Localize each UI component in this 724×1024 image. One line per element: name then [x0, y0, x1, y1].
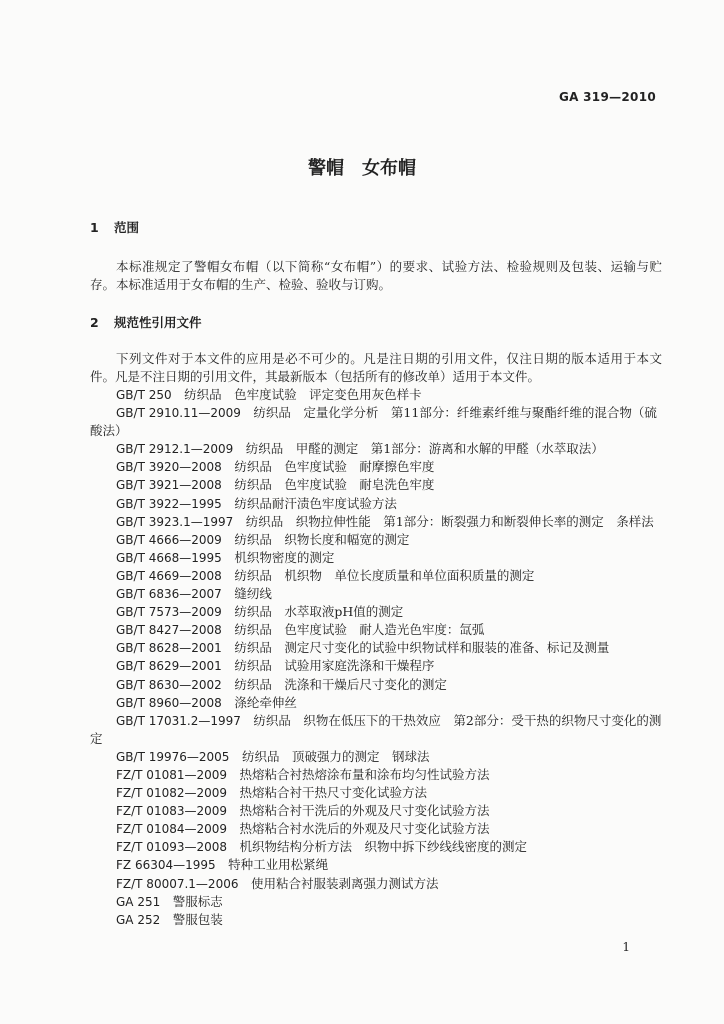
section-1-heading [90, 218, 139, 236]
reference-code: FZ 66304—1995 [116, 858, 216, 873]
reference-title: 警服包装 [172, 911, 223, 927]
reference-item [90, 856, 662, 874]
reference-item [90, 513, 662, 531]
reference-code: GB/T 3921—2008 [116, 478, 222, 493]
reference-title: 特种工业用松紧绳 [228, 857, 329, 873]
reference-item [90, 694, 662, 712]
reference-title: 缝纫线 [234, 586, 272, 602]
reference-item [90, 404, 662, 440]
section-2-heading [90, 313, 202, 331]
reference-code: GB/T 2910.11—2009 [116, 406, 241, 421]
reference-code: GB/T 19976—2005 [116, 749, 230, 764]
scope-paragraph-2: 本标准适用于女布帽的生产、检验、验收与订购。 [116, 277, 392, 292]
reference-item [90, 567, 662, 585]
reference-code: FZ/T 01093—2008 [116, 840, 228, 855]
reference-title: 纺织品 测定尺寸变化的试验中织物试样和服装的准备、标记及测量 [234, 640, 610, 656]
reference-title: 纺织品 色牢度试验 评定变色用灰色样卡 [184, 387, 422, 402]
reference-item [90, 386, 662, 404]
standard-number: GA 319—2010 [558, 90, 656, 104]
reference-title: 纺织品 顶破强力的测定 钢球法 [241, 748, 430, 764]
reference-item [90, 495, 662, 513]
reference-item [90, 531, 662, 549]
reference-code: GB/T 3922—1995 [116, 496, 222, 511]
reference-code: GB/T 8629—2001 [116, 659, 222, 674]
reference-item [90, 476, 662, 494]
reference-item [90, 440, 662, 458]
reference-item [90, 766, 662, 784]
reference-item [90, 712, 662, 748]
reference-code: FZ/T 01082—2009 [116, 786, 228, 801]
reference-item [90, 784, 662, 802]
section-2-number: 2 [90, 315, 99, 330]
reference-code: GA 252 [116, 912, 161, 927]
reference-code: GB/T 8427—2008 [116, 623, 222, 638]
reference-code: GB/T 8630—2002 [116, 677, 222, 692]
reference-item [90, 585, 662, 603]
reference-list [90, 386, 662, 929]
reference-title: 纺织品 色牢度试验 耐人造光色牢度：氙弧 [234, 622, 485, 638]
document-title: 警帽 女布帽 [308, 158, 416, 179]
reference-code: GB/T 4669—2008 [116, 568, 222, 583]
reference-title: 纺织品 织物拉伸性能 第1部分：断裂强力和断裂伸长率的测定 条样法 [245, 513, 654, 529]
reference-title: 纺织品 洗涤和干燥后尺寸变化的测定 [234, 676, 447, 692]
reference-title: 纺织品 色牢度试验 耐摩擦色牢度 [234, 459, 435, 475]
reference-code: GB/T 17031.2—1997 [116, 713, 241, 728]
reference-title: 涤纶牵伸丝 [234, 694, 297, 710]
reference-title: 热熔粘合衬干热尺寸变化试验方法 [239, 785, 428, 801]
reference-code: GB/T 8628—2001 [116, 641, 222, 656]
reference-title: 纺织品耐汗渍色牢度试验方法 [234, 495, 397, 511]
reference-title: 纺织品 甲醛的测定 第1部分：游离和水解的甲醛（水萃取法） [245, 441, 604, 457]
reference-title: 热熔粘合衬水洗后的外观及尺寸变化试验方法 [239, 821, 490, 837]
section-1-number: 1 [90, 220, 99, 235]
reference-code: FZ/T 80007.1—2006 [116, 876, 239, 891]
reference-title: 纺织品 织物长度和幅宽的测定 [234, 531, 410, 547]
reference-item [90, 838, 662, 856]
section-1-title: 范围 [114, 220, 140, 235]
reference-code: GB/T 6836—2007 [116, 587, 222, 602]
reference-item [90, 893, 662, 911]
reference-code: FZ/T 01084—2009 [116, 822, 228, 837]
reference-title: 机织物结构分析方法 织物中拆下纱线线密度的测定 [239, 839, 528, 855]
reference-item [90, 603, 662, 621]
reference-code: GB/T 8960—2008 [116, 695, 222, 710]
reference-item [90, 748, 662, 766]
reference-code: GB/T 3923.1—1997 [116, 514, 234, 529]
reference-title: 机织物密度的测定 [234, 549, 335, 565]
page-number: 1 [622, 940, 630, 954]
reference-code: GB/T 3920—2008 [116, 460, 222, 475]
reference-item [90, 639, 662, 657]
reference-title: 热熔粘合衬干洗后的外观及尺寸变化试验方法 [239, 803, 490, 819]
reference-code: FZ/T 01081—2009 [116, 767, 228, 782]
reference-item [90, 802, 662, 820]
reference-code: GB/T 250 [116, 388, 172, 402]
reference-title: 纺织品 试验用家庭洗涤和干燥程序 [234, 658, 435, 674]
reference-code: FZ/T 01083—2009 [116, 804, 228, 819]
reference-title: 纺织品 色牢度试验 耐皂洗色牢度 [234, 477, 435, 493]
reference-item [90, 911, 662, 929]
reference-item [90, 657, 662, 675]
reference-code: GB/T 2912.1—2009 [116, 442, 234, 457]
reference-title: 使用粘合衬服装剥离强力测试方法 [251, 875, 439, 891]
reference-code: GA 251 [116, 894, 161, 909]
reference-title: 警服标志 [172, 893, 223, 909]
reference-title: 纺织品 水萃取液pH值的测定 [234, 604, 404, 620]
reference-item [90, 621, 662, 639]
reference-code: GB/T 4668—1995 [116, 550, 222, 565]
references-intro: 下列文件对于本文件的应用是必不可少的。凡是注日期的引用文件，仅注日期的版本适用于本文件。凡是不注日期的引用文件，其最新版本（包括所有的修改单）适用于本文件。 [90, 351, 662, 384]
reference-title: 纺织品 织物在低压下的干热效应 第2部分：受干热的织物尺寸变化的测定 [90, 712, 662, 746]
reference-item [90, 458, 662, 476]
reference-title: 纺织品 定量化学分析 第11部分：纤维素纤维与聚酯纤维的混合物（硫酸法） [90, 405, 657, 439]
reference-item [90, 820, 662, 838]
scope-paragraph-1: 本标准规定了警帽女布帽（以下简称“女布帽”）的要求、试验方法、检验规则及包装、运输与贮存。 [90, 259, 662, 292]
section-2-title: 规范性引用文件 [114, 315, 202, 330]
reference-code: GB/T 4666—2009 [116, 532, 222, 547]
reference-title: 纺织品 机织物 单位长度质量和单位面积质量的测定 [234, 567, 535, 583]
reference-code: GB/T 7573—2009 [116, 605, 222, 620]
reference-item [90, 549, 662, 567]
reference-title: 热熔粘合衬热熔涂布量和涂布均匀性试验方法 [239, 766, 490, 782]
reference-item [90, 875, 662, 893]
reference-item [90, 676, 662, 694]
